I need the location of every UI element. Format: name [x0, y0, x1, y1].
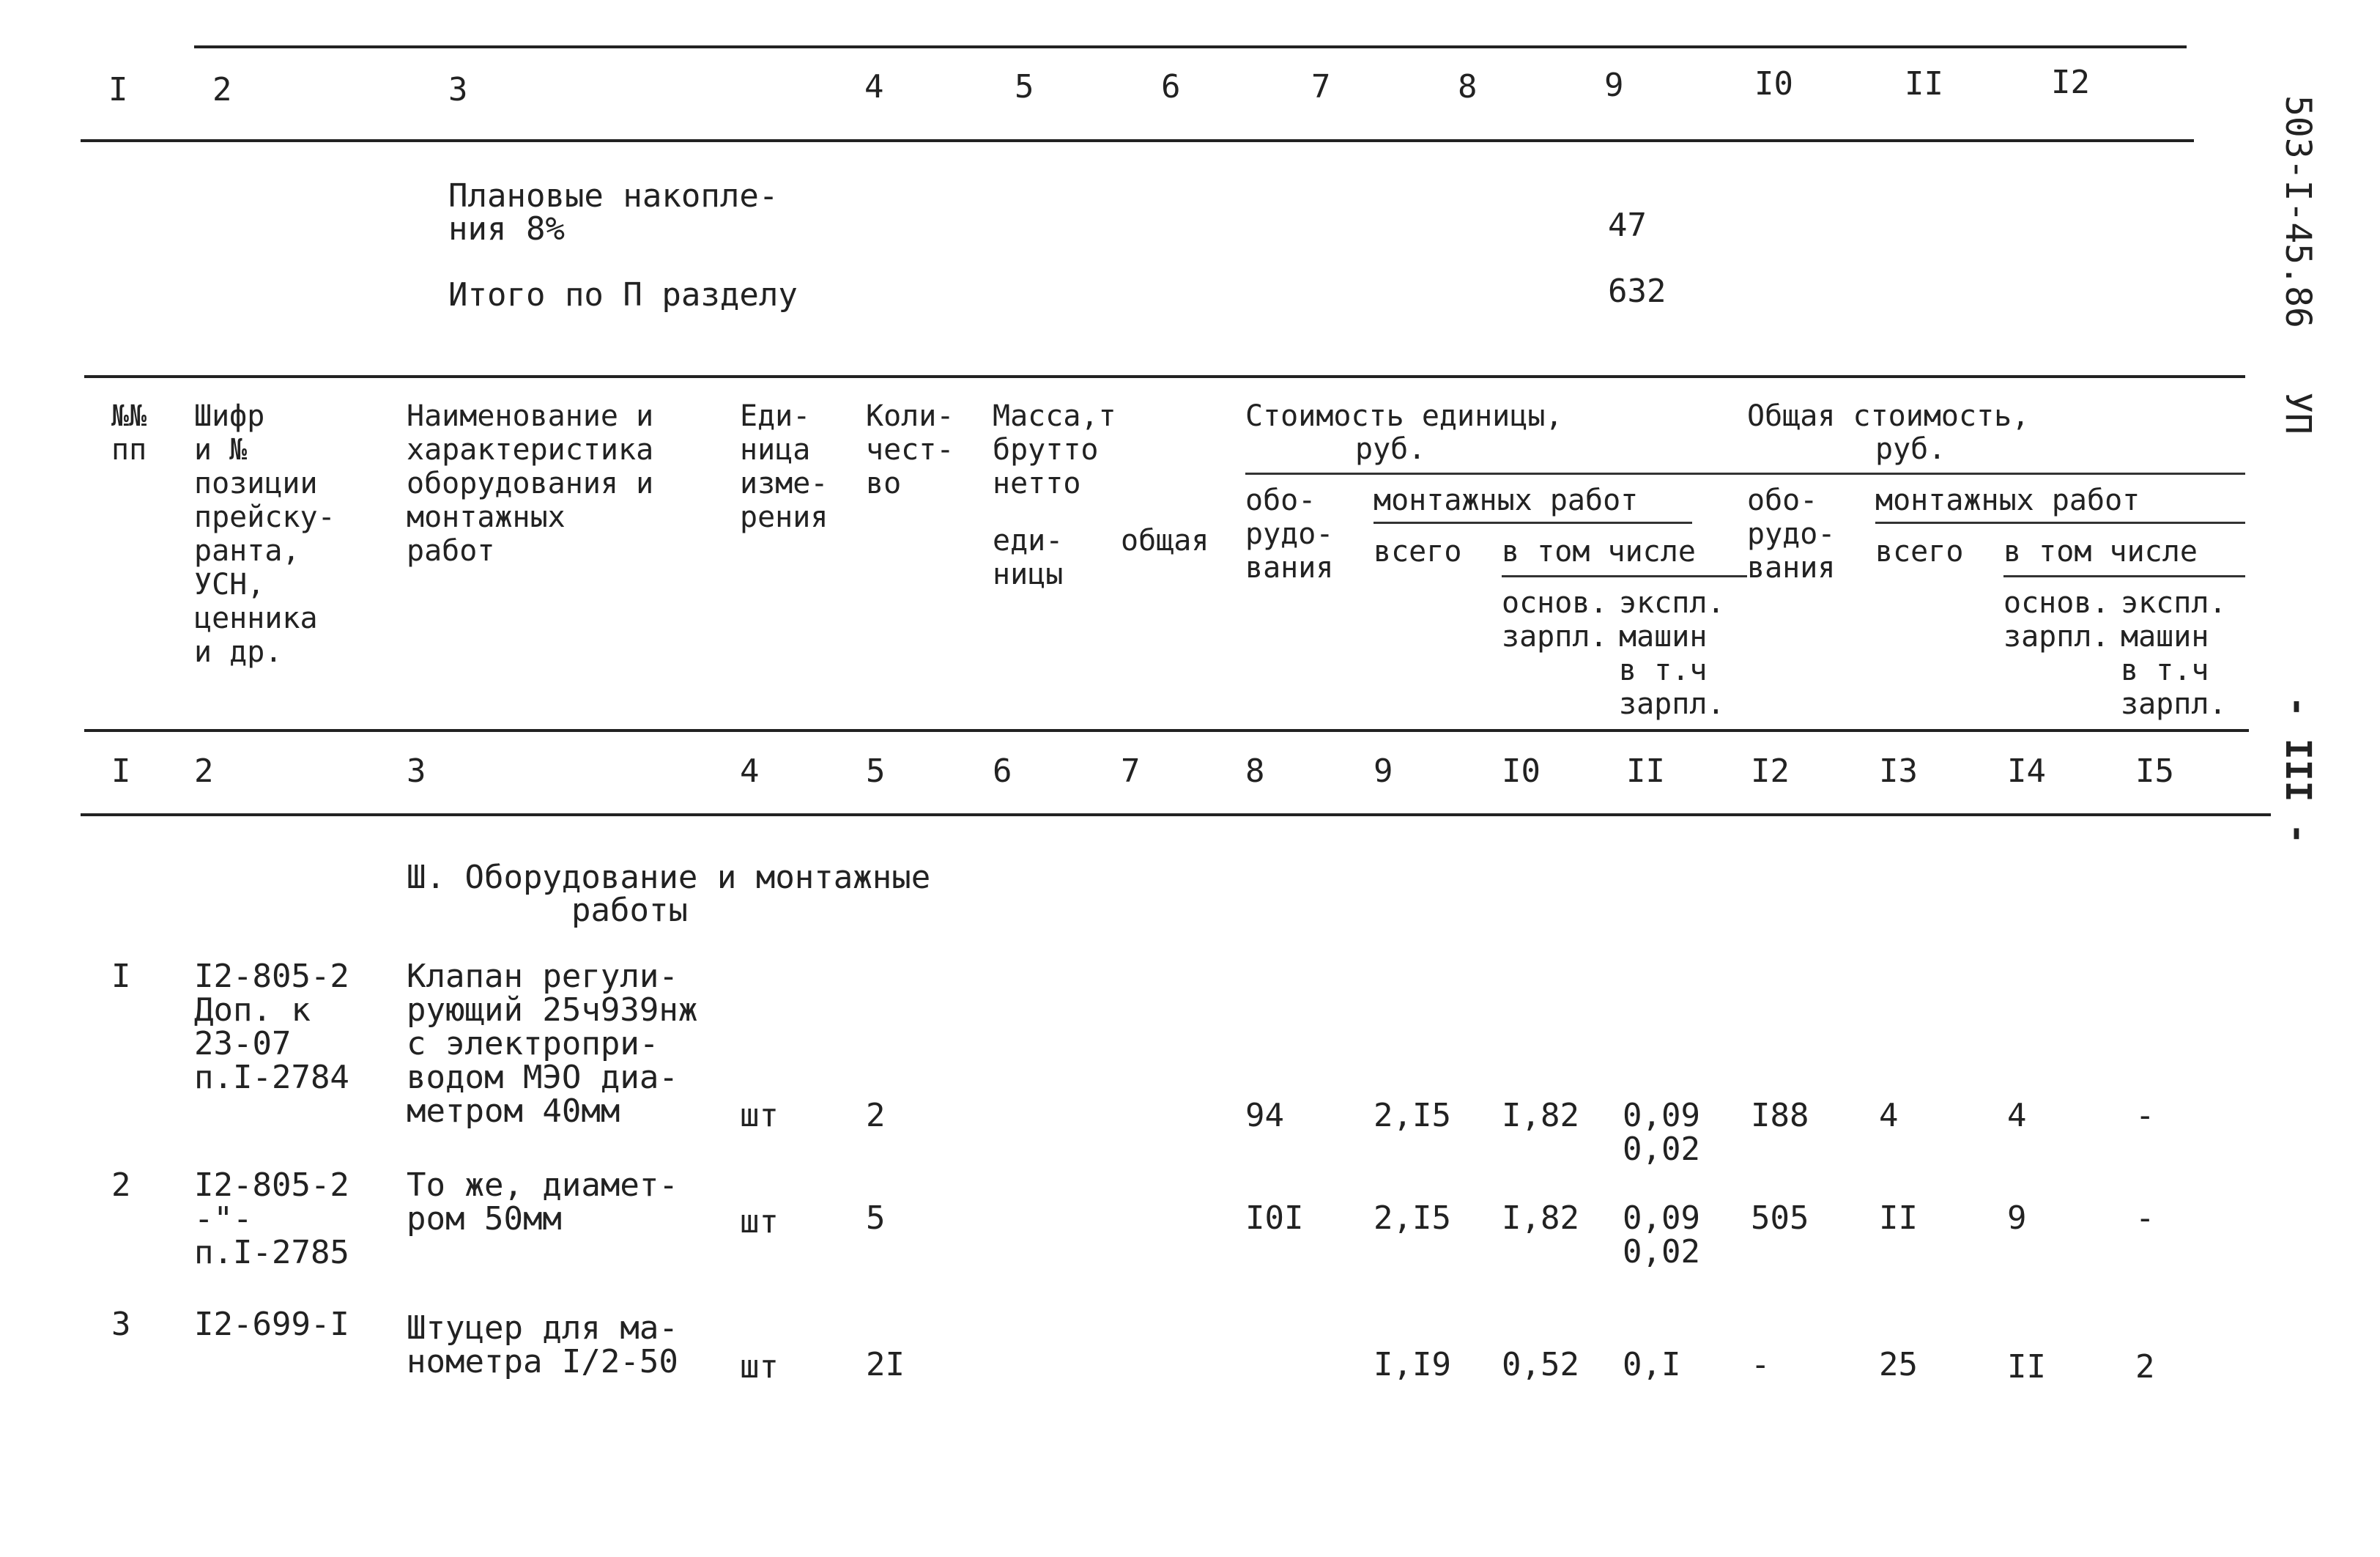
top-col-5: 5 [1015, 68, 1034, 106]
mach-line: 0,02 [1623, 1131, 1700, 1168]
header-col-number [111, 399, 147, 467]
num-col-10: I0 [1502, 752, 1541, 790]
row-unit: шт [740, 1203, 779, 1240]
accum-label-1: Плановые накопле- [448, 177, 779, 215]
name-line: ром 50мм [407, 1200, 562, 1238]
top-col-3: 3 [448, 71, 468, 108]
row-total-mach: - [2135, 1199, 2155, 1237]
h-mass-unit-2: ницы [993, 558, 1064, 591]
header-mach-1 [1619, 586, 1725, 721]
mach-line: 0,09 [1623, 1199, 1700, 1237]
code-line: I2-805-2 [194, 958, 349, 995]
num-col-15: I5 [2135, 752, 2174, 790]
name-line: Клапан регули- [407, 958, 678, 995]
section-total-label: Итого по П разделу [448, 276, 798, 314]
h-mach2-4: зарпл. [2121, 687, 2227, 721]
incl-rule-1 [1502, 575, 1747, 577]
top-col-2: 2 [212, 71, 232, 108]
num-col-1: I [111, 752, 131, 790]
h-wage2-2: зарпл. [2003, 620, 2110, 654]
top-rule [194, 45, 2187, 48]
header-equip-2 [1747, 484, 1835, 585]
num-col-9: 9 [1373, 752, 1393, 790]
header-wage-1 [1502, 586, 1608, 654]
row-total-equip: - [1751, 1346, 1771, 1383]
num-col-6: 6 [993, 752, 1012, 790]
h-mass-unit-1: еди- [993, 524, 1064, 558]
row-install-mach [1623, 1348, 1680, 1382]
top-col-12: I2 [2051, 64, 2090, 101]
h-eq2-1: обо- [1747, 484, 1818, 517]
h-mach1-3: в т.ч [1619, 654, 1708, 687]
header-incl-2: в том числе [2003, 535, 2198, 569]
h-code-2: и № [194, 433, 248, 467]
h-name-3: оборудования и [407, 467, 654, 500]
name-line: То же, диамет- [407, 1166, 678, 1204]
header-incl-1: в том числе [1502, 535, 1696, 569]
h-num-2: пп [111, 433, 147, 467]
h-code-5: ранта, [194, 534, 300, 568]
top-header-rule [81, 139, 2194, 142]
header-mass-total: общая [1121, 524, 1209, 558]
name-line: водом МЭО диа- [407, 1059, 678, 1096]
h-unit-3: изме- [740, 467, 828, 500]
volume-label: УП [2277, 392, 2318, 434]
row-total-all: 25 [1879, 1346, 1918, 1383]
h-wage2-1: основ. [2003, 586, 2110, 620]
header-equip-1 [1245, 484, 1333, 585]
num-col-11: II [1626, 752, 1665, 790]
row-qty: 2 [866, 1097, 886, 1134]
row-total-equip: 505 [1751, 1199, 1809, 1237]
h-qty-2: чест- [866, 433, 954, 467]
section-title-1: Ш. Оборудование и монтажные [407, 859, 931, 896]
row-qty: 5 [866, 1199, 886, 1237]
row-install-all: 2,I5 [1373, 1097, 1451, 1134]
header-col-code [194, 399, 336, 669]
header-all-2: всего [1875, 535, 1964, 569]
h-ucost-1: Стоимость единицы, [1245, 399, 1563, 433]
top-col-11: II [1905, 65, 1943, 103]
top-col-4: 4 [864, 68, 884, 106]
header-all-1: всего [1373, 535, 1462, 569]
row-install-wage: 0,52 [1502, 1346, 1579, 1383]
row-total-wage: 9 [2007, 1199, 2027, 1237]
h-unit-2: ница [740, 433, 811, 467]
header-install-2: монтажных работ [1875, 484, 2140, 517]
row-install-wage: I,82 [1502, 1199, 1579, 1237]
top-col-8: 8 [1458, 68, 1478, 106]
incl-rule-2 [2003, 575, 2245, 577]
row-name [407, 1166, 678, 1238]
row-unit: шт [740, 1348, 779, 1386]
num-col-4: 4 [740, 752, 760, 790]
row-total-wage: 4 [2007, 1097, 2027, 1134]
h-name-4: монтажных [407, 500, 566, 534]
row-total-mach: - [2135, 1097, 2155, 1134]
h-tcost-1: Общая стоимость, [1747, 399, 2030, 433]
top-col-1: I [108, 71, 128, 108]
row-unit: шт [740, 1097, 779, 1134]
header-wage-2 [2003, 586, 2110, 654]
header-install-1: монтажных работ [1373, 484, 1639, 517]
code-line: 23-07 [194, 1025, 292, 1062]
row-number: 2 [111, 1166, 131, 1204]
top-col-9: 9 [1604, 67, 1624, 104]
h-num-1: №№ [111, 399, 147, 433]
top-col-6: 6 [1161, 68, 1181, 106]
h-mach1-2: машин [1619, 620, 1708, 654]
num-col-3: 3 [407, 752, 426, 790]
code-line: п.I-2785 [194, 1234, 349, 1271]
row-total-all: 4 [1879, 1097, 1899, 1134]
header-mass-unit [993, 524, 1063, 591]
row-install-all: I,I9 [1373, 1346, 1451, 1383]
row-number: 3 [111, 1306, 131, 1343]
num-col-8: 8 [1245, 752, 1265, 790]
header-mach-2 [2121, 586, 2227, 721]
h-mach2-1: экспл. [2121, 586, 2227, 620]
h-eq2-3: вания [1747, 551, 1836, 585]
row-equip-cost: I0I [1245, 1199, 1304, 1237]
num-col-13: I3 [1879, 752, 1918, 790]
install-rule-2 [1875, 522, 2245, 524]
h-mach1-1: экспл. [1619, 586, 1725, 620]
unit-cost-rule [1245, 473, 1758, 475]
header-col-name [407, 399, 653, 568]
row-code [194, 1166, 349, 1271]
h-wage1-1: основ. [1502, 586, 1608, 620]
code-line: I2-699-I [194, 1306, 349, 1343]
row-install-all: 2,I5 [1373, 1199, 1451, 1237]
header-col-mass [993, 399, 1116, 500]
h-mass-1: Масса,т [993, 399, 1116, 433]
h-unit-1: Еди- [740, 399, 811, 433]
h-code-8: и др. [194, 635, 283, 669]
code-line: -"- [194, 1200, 253, 1238]
top-col-10: I0 [1754, 65, 1793, 103]
name-line: Штуцер для ма- [407, 1309, 678, 1347]
h-code-4: прейску- [194, 500, 336, 534]
header-col-qty [866, 399, 954, 500]
name-line: с электропри- [407, 1025, 659, 1062]
row-total-all: II [1879, 1199, 1918, 1237]
row-install-wage: I,82 [1502, 1097, 1579, 1134]
mach-line: 0,I [1623, 1346, 1681, 1383]
h-code-3: позиции [194, 467, 318, 500]
install-rule-1 [1373, 522, 1692, 524]
h-code-6: УСН, [194, 568, 265, 602]
row-qty: 2I [866, 1346, 905, 1383]
h-qty-1: Коли- [866, 399, 954, 433]
document-code: 503-I-45.86 [2277, 95, 2318, 328]
h-mach2-3: в т.ч [2121, 654, 2209, 687]
code-line: п.I-2784 [194, 1059, 349, 1096]
num-col-14: I4 [2007, 752, 2046, 790]
h-mass-2: брутто [993, 433, 1099, 467]
row-total-wage: II [2007, 1348, 2046, 1386]
h-eq1-2: рудо- [1245, 517, 1334, 551]
row-total-equip: I88 [1751, 1097, 1809, 1134]
header-unit-cost-rub: руб. [1355, 432, 1426, 466]
row-total-mach: 2 [2135, 1348, 2155, 1386]
total-cost-rule [1747, 473, 2245, 475]
num-row-rule [81, 813, 2271, 816]
row-number: I [111, 958, 131, 995]
h-name-1: Наименование и [407, 399, 654, 433]
h-eq2-2: рудо- [1747, 517, 1836, 551]
h-name-2: характеристика [407, 433, 654, 467]
name-line: метром 40мм [407, 1092, 620, 1130]
mach-line: 0,02 [1623, 1233, 1700, 1271]
num-col-5: 5 [866, 752, 886, 790]
top-col-7: 7 [1311, 68, 1331, 106]
mach-line: 0,09 [1623, 1097, 1700, 1134]
row-code [194, 1308, 349, 1342]
header-top-rule [84, 375, 2245, 378]
h-qty-3: во [866, 467, 902, 500]
h-wage1-2: зарпл. [1502, 620, 1608, 654]
num-col-2: 2 [194, 752, 214, 790]
page-number: - III - [2277, 696, 2318, 845]
h-eq1-3: вания [1245, 551, 1334, 585]
num-col-12: I2 [1751, 752, 1790, 790]
row-name [407, 1309, 678, 1380]
h-mass-3: нетто [993, 467, 1081, 500]
header-total-cost [1747, 399, 2029, 433]
code-line: I2-805-2 [194, 1166, 349, 1204]
section-title-2: работы [571, 892, 688, 929]
row-install-mach [1623, 1199, 1700, 1271]
header-unit-cost [1245, 399, 1562, 433]
h-unit-4: рения [740, 500, 828, 534]
h-mach1-4: зарпл. [1619, 687, 1725, 721]
h-code-1: Шифр [194, 399, 265, 433]
h-code-7: ценника [194, 602, 318, 635]
header-bottom-rule [84, 729, 2249, 732]
name-line: рующий 25ч939нж [407, 991, 698, 1029]
row-name [407, 960, 697, 1128]
name-line: нометра I/2-50 [407, 1343, 678, 1380]
row-install-mach [1623, 1099, 1700, 1166]
h-name-5: работ [407, 534, 495, 568]
header-total-cost-rub: руб. [1875, 432, 1946, 466]
row-equip-cost: 94 [1245, 1097, 1284, 1134]
section-total-value: 632 [1608, 273, 1667, 310]
h-mach2-2: машин [2121, 620, 2209, 654]
row-code [194, 960, 349, 1095]
code-line: Доп. к [194, 991, 311, 1029]
h-eq1-1: обо- [1245, 484, 1316, 517]
num-col-7: 7 [1121, 752, 1141, 790]
header-col-unit [740, 399, 828, 534]
accum-value: 47 [1608, 207, 1647, 244]
accum-label-2: ния 8% [448, 210, 565, 248]
